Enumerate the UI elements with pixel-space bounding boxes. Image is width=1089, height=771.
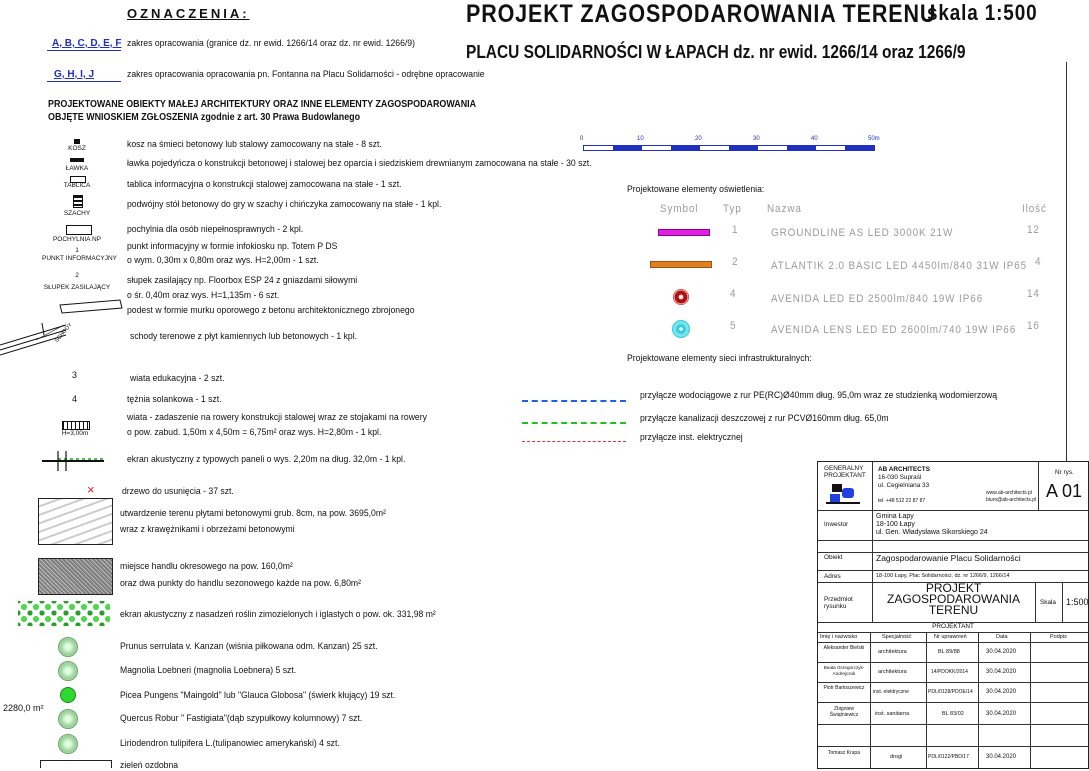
scale-title: skala 1:500 [927,0,1038,25]
lighting-header: Symbol [660,203,699,215]
zone-line [47,81,121,82]
legend-item: punkt informacyjny w formie infokiosku np. Totem P DS [127,241,338,252]
stairs-label: SCHODY [53,322,74,344]
lighting-header: Typ [723,203,742,215]
tb-person-spec: inst. sanitarna [875,711,910,717]
tb-person-date: 30.04.2020 [986,689,1017,695]
scale-tick: 30 [753,136,760,142]
tb-person-date: 30.04.2020 [986,754,1017,760]
lighting-title: Projektowane elementy oświetlenia: [627,184,765,195]
tb-firm-www: www.ab-architects.pl [986,490,1032,496]
tb-firm-tel: tel. +48 512 22 87 87 [878,498,926,504]
tree-icon-prunus [58,637,78,657]
section-title: PROJEKTOWANE OBIEKTY MAŁEJ ARCHITEKTURY ORAZ INNE ELEMENTY ZAGOSPODAROWANIA [48,98,477,110]
tb-col-header: Podpis [1050,634,1067,640]
tb-firm-addr: ul. Cegielniana 33 [878,482,930,489]
tb-person-nr: 14/PDOKK/2014 [931,669,968,675]
legend-item: wiata edukacyjna - 2 szt. [130,373,225,384]
icon-label: SŁUPEK ZASILAJĄCY [43,284,111,291]
tb-projektant-header: PROJEKTANT [932,623,974,630]
icon-label: ŁAWKA [65,165,89,172]
tb-adres-label: Adres [824,573,841,580]
ab-architects-logo [826,484,858,504]
legend-item: ławka pojedyńcza o konstrukcji betonowej i stalowej bez oparcia i siedziskiem drewnianym zamocowana na stałe - 30 szt. [127,158,592,169]
tb-person-nr: PDL/0128/PDOE/14 [928,689,973,695]
ornamental-swatch [40,760,112,768]
scale-tick: 50m [868,136,880,142]
tb-person-date: 30.04.2020 [986,711,1017,717]
tb-obiekt-label: Obiekt [824,554,843,561]
tree-icon-picea [60,687,76,703]
tb-col-header: Imię i nazwisko [820,634,858,640]
tb-col-header: Specjalność [882,634,912,640]
tb-inwestor-label: Inwestor [824,521,849,528]
bin-icon [74,139,80,144]
icon-label: SZACHY [63,210,91,217]
legend-item: o wym. 0,30m x 0,80m oraz wys. H=2,00m - 1 szt. [127,255,319,266]
tb-przedmiot-label: Przedmiot rysunku [824,596,853,610]
tb-person-name: Beata Grzegorczyk-Andrejczuk [823,665,865,676]
icon-label: 2 [75,272,79,279]
tb-person-date: 30.04.2020 [986,649,1017,655]
lighting-header: Ilość [1022,203,1047,215]
zone-text: zakres opracowania opracowania pn. Fontanna na Placu Solidarności - odrębne opracowanie [127,69,485,80]
legend-item: słupek zasilający np. Floorbox ESP 24 z gniazdami siłowymi [127,275,358,286]
lamp-qty: 16 [1027,320,1040,332]
infra-title: Projektowane elementy sieci infrastrukturalnych: [627,353,812,364]
legend-item: Quercus Robur " Fastigiata"(dąb szypułkowy kolumnowy) 7 szt. [120,713,363,724]
legend-item: kosz na śmieci betonowy lub stalowy zamocowany na stałe - 8 szt. [127,139,382,150]
legend-item: tablica informacyjna o konstrukcji stalowej zamocowana na stałe - 1 szt. [127,179,402,190]
remove-tree-icon: × [87,482,95,497]
hedge-swatch [18,601,110,626]
icon-label: 4 [72,394,78,404]
tb-przedmiot-line: PROJEKT [925,581,982,595]
lamp-qty: 14 [1027,288,1040,300]
scale-tick: 0 [580,136,584,142]
lamp-name: AVENIDA LENS LED ED 2600lm/740 19W IP66 [771,324,1017,336]
paving-swatch [38,498,113,545]
tb-nr: A 01 [1046,481,1083,501]
tb-col-header: Nr uprawnień [934,634,967,640]
tb-firm-mail: biuro@ab-architects.pl [986,497,1037,503]
tb-skala-label: Skala [1040,599,1056,606]
legend-item: ekran akustyczny z nasadzeń roślin zimozielonych i iglastych o pow. ok. 331,98 m² [120,609,436,620]
legend-item: schody terenowe z płyt kamiennych lub betonowych - 1 kpl. [130,331,358,342]
legend-item: drzewo do usunięcia - 37 szt. [122,486,234,497]
tb-person-nr: BL 83/02 [942,711,964,717]
bench-icon [70,158,84,162]
legend-item: utwardzenie terenu płytami betonowymi grub. 8cm, na pow. 3695,0m² [120,508,386,519]
icon-label: 1 [75,247,79,254]
lamp-type: 4 [730,288,737,300]
tb-skala: 1:500 [1066,597,1089,607]
legend-item: podwójny stół betonowy do gry w szachy i chińczyka zamocowany na stałe - 1 kpl. [127,199,442,210]
icon-label: KOSZ [68,145,86,152]
ramp-icon [66,225,92,235]
tb-person-spec: drogi [890,754,903,760]
infra-item: przyłącze kanalizacji deszczowej z rur PCVØ160mm dług. 65,0m [640,413,889,424]
tb-person-name: Tomasz Krupa [828,750,860,756]
section-title: OBJĘTE WNIOSKIEM ZGŁOSZENIA zgodnie z art. 30 Prawa Budowlanego [48,111,361,123]
legend-item: pochylnia dla osób niepełnosprawnych - 2 kpl. [127,224,304,235]
lamp-name: GROUNDLINE AS LED 3000K 21W [771,227,954,239]
legend-item: Picea Pungens "Maingold" lub "Glauca Globosa" (świerk kłujący) 19 szt. [120,690,396,701]
tb-firm-addr: 16-030 Supraśl [878,474,922,481]
lamp-name: ATLANTIK 2.0 BASIC LED 4450lm/840 31W IP65 [771,260,1028,272]
lighting-header: Nazwa [767,203,802,215]
tb-person-date: 30.04.2020 [986,669,1017,675]
lamp-type: 5 [730,320,737,332]
legend-item: Liriodendron tulipifera L.(tulipanowiec amerykański) 4 szt. [120,738,340,749]
scale-bar [583,145,875,151]
water-line-symbol [522,400,626,402]
tb-inwestor: Gmina Łapy [876,513,914,520]
lamp-qty: 4 [1035,256,1042,268]
icon-label: PUNKT INFORMACYJNY [42,255,117,262]
legend-item: zieleń ozdobna [120,760,179,771]
legend-item: tężnia solankowa - 1 szt. [127,394,222,405]
tb-person-name: Zbigniew Świątniewicz [829,706,859,718]
lamp-type: 2 [732,256,739,268]
scale-tick: 20 [695,136,702,142]
legend-item: oraz dwa punkty do handlu sezonowego każde na pow. 6,80m² [120,578,361,589]
legend-item: podest w formie murku oporowego z betonu architektonicznego zbrojonego [127,305,415,316]
scale-tick: 40 [811,136,818,142]
bike-shelter-icon [62,421,90,430]
tb-obiekt: Zagospodarowanie Placu Solidarności [876,553,1021,563]
legend-title: OZNACZENIA: [127,6,250,21]
tb-adres: 18-100 Łapy, Plac Solidarności, dz. nr 1266/9, 1266/14 [876,573,1010,579]
icon-label: H=3,00m [61,430,89,437]
frame-line [1066,62,1067,462]
tb-person-nr: PDL/0122/PBD/17 [928,754,969,760]
market-swatch [38,558,113,595]
tb-przedmiot [872,583,1035,616]
lamp-symbol-2 [650,261,712,268]
lamp-name: AVENIDA LED ED 2500lm/840 19W IP66 [771,293,984,305]
project-title: PROJEKT ZAGOSPODAROWANIA TERENU [466,0,937,28]
area-label: 2280,0 m² [3,703,44,713]
acoustic-screen-icon [38,449,108,473]
icon-label: TABLICA [63,182,91,189]
legend-item: miejsce handlu okresowego na pow. 160,0m² [120,561,293,572]
legend-item: wraz z krawężnikami i obrzeżami betonowymi [120,524,295,535]
tb-gp-label: GENERALNY PROJEKTANT [824,465,866,479]
lamp-symbol-4 [673,289,689,305]
legend-item: wiata - zadaszenie na rowery konstrukcji stalowej wraz ze stojakami na rowery [127,412,427,423]
tree-icon-magnolia [58,661,78,681]
tb-person-spec: architektura [878,649,907,655]
tb-person-name: Aleksander Bielski [823,645,865,651]
lamp-type: 1 [732,224,739,236]
legend-item: ekran akustyczny z typowych paneli o wys. 2,20m na dług. 32,0m - 1 kpl. [127,454,406,465]
tb-inwestor: ul. Gen. Władysława Sikorskiego 24 [876,529,988,536]
tb-przedmiot-line: TERENU [928,603,979,617]
chess-icon [73,195,83,208]
tb-inwestor: 18-100 Łapy [876,521,915,528]
legend-item: o śr. 0,40m oraz wys. H=1,135m - 6 szt. [127,290,280,301]
legend-item: Magnolia Loebneri (magnolia Loebnera) 5 szt. [120,665,297,676]
tb-firm: AB ARCHITECTS [878,466,930,473]
tree-icon-quercus [58,709,78,729]
infra-item: przyłącze wodociągowe z rur PE(RC)Ø40mm dług. 95,0m wraz ze studzienką wodomierzową [640,390,998,401]
zone-text: zakres opracowania (granice dz. nr ewid. 1266/14 oraz dz. nr ewid. 1266/9) [127,38,415,49]
legend-item: Prunus serrulata v. Kanzan (wiśnia piłkowana odm. Kanzan) 25 szt. [120,641,378,652]
title-block [817,461,1089,769]
tb-przedmiot-line: ZAGOSPODAROWANIA [887,592,1020,606]
tb-person-nr: BL 89/88 [938,649,960,655]
zone-line [47,50,121,51]
tb-col-header: Data [996,634,1008,640]
subtitle: PLACU SOLIDARNOŚCI W ŁAPACH dz. nr ewid. 1266/14 oraz 1266/9 [466,42,966,62]
electric-line-symbol [522,441,626,442]
legend-item: o pow. zabud. 1,50m x 4,50m = 6,75m² oraz wys. H=2,80m - 1 kpl. [127,427,382,438]
tb-person-spec: architektura [878,669,907,675]
lamp-symbol-5 [672,320,690,338]
tb-nr-label: Nr rys. [1055,469,1074,476]
tb-person-spec: inst. elektryczne [873,689,909,695]
rain-sewer-symbol [522,422,626,424]
tree-icon-liriodendron [58,734,78,754]
tb-person-name: Piotr Bartoszewicz [823,685,865,691]
zone-tag-g-j: G, H, I, J [54,69,95,80]
scale-tick: 10 [637,136,644,142]
icon-label: POCHYLNIA NP [52,236,102,243]
icon-label: 3 [72,370,78,380]
lamp-qty: 12 [1027,224,1040,236]
infra-item: przyłącze inst. elektrycznej [640,432,743,443]
lamp-symbol-1 [658,229,710,236]
zone-tag-a-f: A, B, C, D, E, F [52,38,122,49]
